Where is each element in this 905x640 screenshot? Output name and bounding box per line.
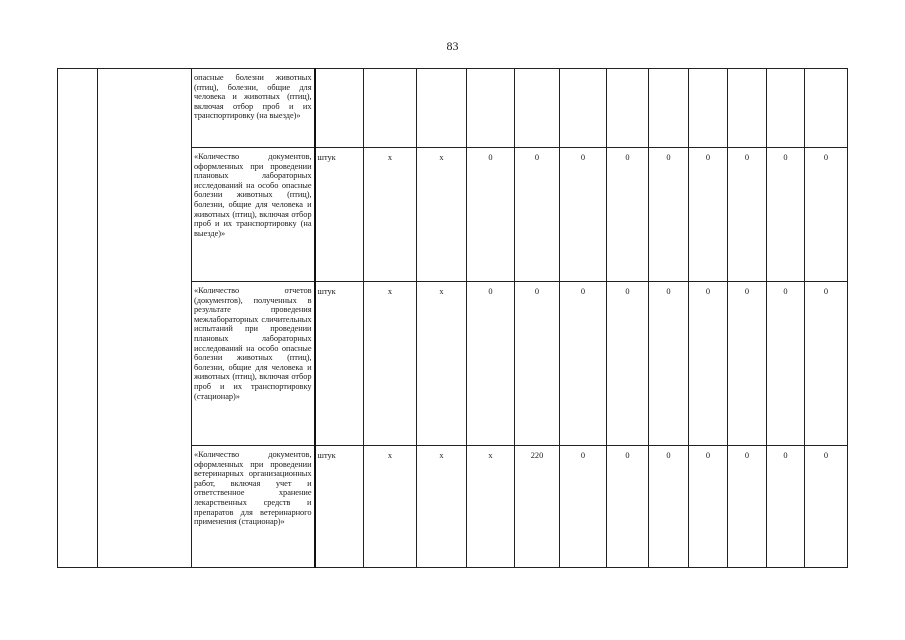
value-cell: 0 bbox=[467, 148, 515, 282]
number-cell bbox=[58, 69, 98, 568]
value-cell: 0 bbox=[689, 446, 728, 568]
value-cell: х bbox=[364, 282, 417, 446]
value-cell: 0 bbox=[649, 148, 689, 282]
value-cell bbox=[467, 69, 515, 148]
value-cell: 0 bbox=[560, 446, 607, 568]
value-cell: 0 bbox=[728, 446, 767, 568]
value-cell: 0 bbox=[805, 148, 848, 282]
indicator-description: «Количество документов, оформленных при проведении плановых лабораторных исследований на особо опасные болезни животных (птиц), болезни, общие для человека и животных (птиц), включая отбор проб и их транспортировку (на выезде)» bbox=[192, 148, 315, 282]
value-cell: 220 bbox=[515, 446, 560, 568]
value-cell bbox=[560, 69, 607, 148]
value-cell: 0 bbox=[767, 148, 805, 282]
value-cell: 0 bbox=[805, 282, 848, 446]
value-cell: 0 bbox=[515, 148, 560, 282]
name-cell bbox=[98, 69, 192, 568]
data-table bbox=[57, 68, 848, 568]
unit-cell bbox=[315, 69, 364, 148]
value-cell: 0 bbox=[689, 282, 728, 446]
value-cell: 0 bbox=[649, 282, 689, 446]
value-cell bbox=[689, 69, 728, 148]
value-cell: 0 bbox=[607, 446, 649, 568]
value-cell bbox=[515, 69, 560, 148]
value-cell: х bbox=[417, 282, 467, 446]
value-cell: 0 bbox=[767, 282, 805, 446]
value-cell: 0 bbox=[767, 446, 805, 568]
value-cell: 0 bbox=[689, 148, 728, 282]
value-cell bbox=[649, 69, 689, 148]
value-cell: 0 bbox=[607, 148, 649, 282]
value-cell: х bbox=[364, 148, 417, 282]
value-cell bbox=[607, 69, 649, 148]
value-cell bbox=[364, 69, 417, 148]
value-cell bbox=[728, 69, 767, 148]
unit-cell: штук bbox=[315, 282, 364, 446]
table-row bbox=[58, 69, 848, 148]
value-cell: х bbox=[467, 446, 515, 568]
value-cell bbox=[417, 69, 467, 148]
value-cell: 0 bbox=[607, 282, 649, 446]
value-cell: 0 bbox=[515, 282, 560, 446]
value-cell: 0 bbox=[728, 282, 767, 446]
indicator-description: «Количество документов, оформленных при проведении ветеринарных организационных работ, включая учет и ответственное хранение лекарственных средств и препаратов для ветеринарного применения (стационар)» bbox=[192, 446, 315, 568]
value-cell: х bbox=[364, 446, 417, 568]
value-cell: 0 bbox=[467, 282, 515, 446]
indicator-description: опасные болезни животных (птиц), болезни, общие для человека и животных (птиц), включая отбор проб и их транспортировку (на выезде)» bbox=[192, 69, 315, 148]
value-cell: х bbox=[417, 148, 467, 282]
value-cell: 0 bbox=[560, 282, 607, 446]
value-cell bbox=[767, 69, 805, 148]
value-cell bbox=[805, 69, 848, 148]
value-cell: 0 bbox=[649, 446, 689, 568]
unit-cell: штук bbox=[315, 446, 364, 568]
unit-cell: штук bbox=[315, 148, 364, 282]
value-cell: х bbox=[417, 446, 467, 568]
value-cell: 0 bbox=[560, 148, 607, 282]
value-cell: 0 bbox=[805, 446, 848, 568]
indicator-description: «Количество отчетов (документов), полученных в результате проведения межлабораторных сличительных испытаний при проведении плановых лабораторных исследований на особо опасные болезни животных (птиц), болезни, общие для человека и животных (птиц), включая отбор проб и их транспортировку (стационар)» bbox=[192, 282, 315, 446]
page-number: 83 bbox=[446, 39, 459, 53]
value-cell: 0 bbox=[728, 148, 767, 282]
